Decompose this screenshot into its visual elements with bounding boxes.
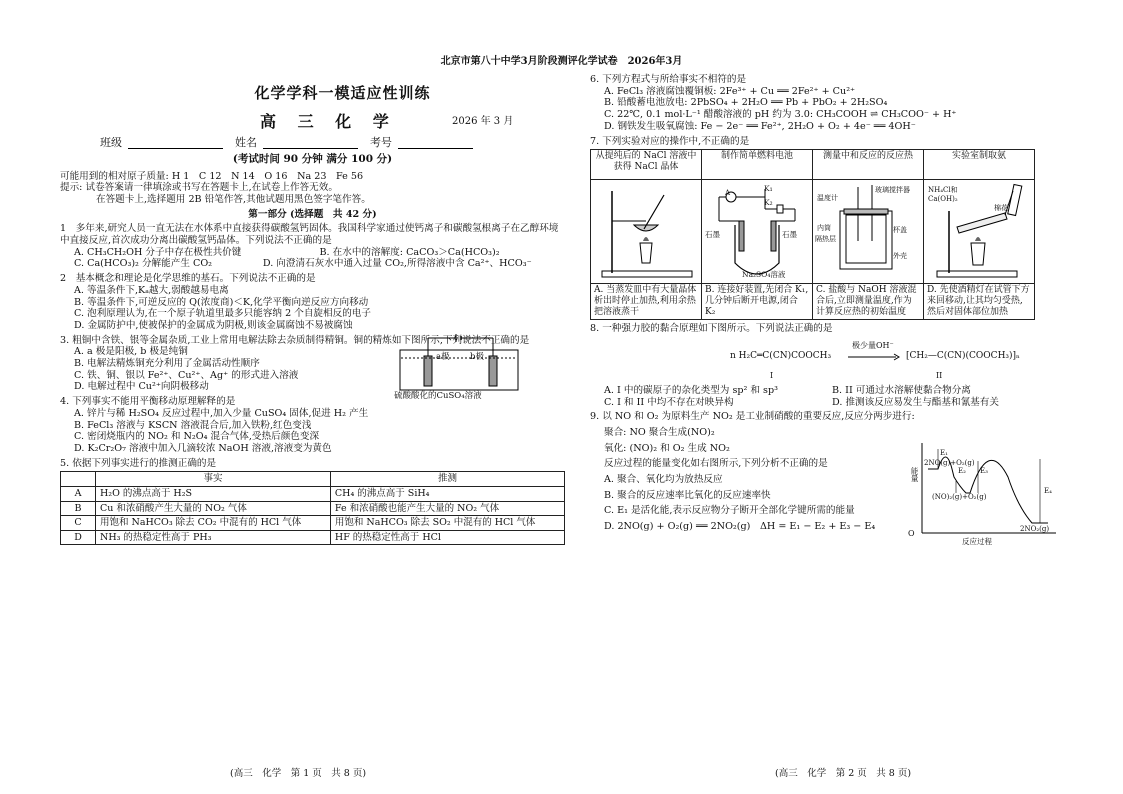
exam-date: 2026 年 3 月 [452, 116, 514, 128]
q5-cell: Fe 和浓硝酸也能产生大量的 NO₂ 气体 [330, 501, 564, 516]
q7-option-c: C. 盐酸与 NaOH 溶液混合后,立即测量温度,作为计算反应热的初始温度 [813, 284, 924, 320]
q9-option-a: A. 聚合、氧化均为放热反应 [604, 474, 723, 486]
q8-option-b: B. II 可通过水溶解使黏合物分离 [832, 384, 971, 396]
q5-cell: HF 的热稳定性高于 HCl [330, 530, 564, 545]
q6-option-b: B. 铅酸蓄电池放电: 2PbSO₄ + 2H₂O ══ Pb + PbO₂ + 2H₂SO₄ [604, 97, 888, 109]
q8-option-d: D. 推测该反应易发生与酯基和氰基有关 [832, 396, 999, 408]
origin-label: O [908, 528, 915, 538]
stirrer-label: 玻璃搅拌器 [875, 186, 910, 195]
q5-stem: 5. 依据下列事实进行的推测正确的是 [60, 457, 217, 469]
q6-option-a: A. FeCl₃ 溶液腐蚀覆铜板: 2Fe³⁺ + Cu ══ 2Fe²⁺ + Cu²⁺ [604, 85, 856, 97]
graphite-left-label: 石墨 [705, 230, 720, 240]
monomer: n H₂C═C(CN)COOCH₃ [730, 350, 832, 361]
page-header: 北京市第八十中学3月阶段测评化学试卷 2026年3月 [440, 56, 683, 67]
q2-stem: 2 基本概念和理论是化学思维的基石。下列说法不正确的是 [60, 273, 316, 285]
q4-option-d: D. K₂Cr₂O₇ 溶液中加入几滴较浓 NaOH 溶液,溶液变为黄色 [74, 442, 332, 454]
q7-option-b: B. 连接好装置,先闭合 K₁,几分钟后断开电源,闭合 K₂ [702, 284, 813, 320]
cotton-label: 棉花 [994, 204, 1008, 213]
q7-fig-ammonia [924, 180, 1035, 284]
q4-stem: 4. 下列事实不能用平衡移动原理解释的是 [60, 396, 236, 408]
q6-option-d: D. 钢铁发生吸氧腐蚀: Fe − 2e⁻ ══ Fe²⁺, 2H₂O + O₂ + 4e⁻ ══ 4OH⁻ [604, 120, 916, 132]
y-axis-label: 能量 [910, 466, 920, 482]
q7-fig-evaporation [591, 180, 702, 284]
left-page [60, 74, 565, 545]
energy-diagram [908, 437, 1060, 549]
thermometer-label: 温度计 [817, 194, 838, 203]
q7-table [590, 149, 1035, 320]
q5-cell: Cu 和浓硝酸产生大量的 NO₂ 气体 [96, 501, 331, 516]
q8-option-a: A. I 中的碳原子的杂化类型为 sp² 和 sp³ [604, 384, 778, 396]
name-field[interactable] [263, 136, 358, 149]
reagent-label: NH₄Cl和Ca(OH)₂ [928, 186, 958, 203]
q5-table [60, 471, 565, 545]
q5-cell: D [61, 530, 96, 545]
ammeter-label: A [725, 189, 731, 198]
left-footer: (高三 化学 第 1 页 共 8 页) [230, 768, 367, 779]
q5-header-cell: 推测 [330, 472, 564, 487]
q5-cell: H₂O 的沸点高于 H₂S [96, 486, 331, 501]
q5-cell: B [61, 501, 96, 516]
q7-fig-fuel-cell [702, 180, 813, 284]
class-field[interactable] [128, 136, 223, 149]
right-page [590, 74, 1060, 546]
q6-stem: 6. 下列方程式与所给事实不相符的是 [590, 74, 747, 85]
atomic-masses: 可能用到的相对原子质量: H 1 C 12 N 14 O 16 Na 23 Fe 56 [60, 170, 364, 182]
q9-step-1: 聚合: NO 聚合生成(NO)₂ [604, 426, 715, 438]
switch-k2-label: K₂ [764, 198, 773, 208]
q7-option-d: D. 先使酒精灯在试管下方来回移动,让其均匀受热,然后对固体部位加热 [924, 284, 1035, 320]
q5-cell: 用饱和 NaHCO₃ 除去 CO₂ 中混有的 HCl 气体 [96, 516, 331, 531]
q4-option-a: A. 锌片与稀 H₂SO₄ 反应过程中,加入少量 CuSO₄ 固体,促进 H₂ 产生 [74, 407, 369, 419]
table-row [61, 501, 565, 516]
q7-header-a: 从提纯后的 NaCl 溶液中获得 NaCl 晶体 [591, 150, 702, 180]
cathode-label: b极 [470, 352, 484, 363]
q9-step-2: 氧化: (NO)₂ 和 O₂ 生成 NO₂ [604, 442, 730, 454]
q1-option-a: A. CH₃CH₂OH 分子中存在极性共价键 [74, 246, 242, 258]
e2-label: E₂ [958, 466, 966, 475]
insulation-label: 隔热层 [815, 235, 836, 244]
q7-header-d: 实验室制取氨 [924, 150, 1035, 180]
exam-title: 化学学科一模适应性训练 [254, 84, 431, 102]
q5-cell: NH₃ 的热稳定性高于 PH₃ [96, 530, 331, 545]
q4-option-c: C. 密闭烧瓶内的 NO₂ 和 N₂O₄ 混合气体,受热后颜色变深 [74, 431, 320, 443]
table-row [61, 516, 565, 531]
level-products: 2NO₂(g) [1020, 524, 1050, 533]
level-intermediate: (NO)₂(g)+O₂(g) [932, 492, 987, 501]
q8-option-c: C. I 和 II 中均不存在对映异构 [604, 396, 734, 408]
q8-stem: 8. 一种强力胶的黏合原理如下图所示。下列说法正确的是 [590, 323, 833, 335]
q1-stem: 1 多年来,研究人员一直无法在水体系中直接获得碳酸氢钙固体。我国科学家通过使钙离子和碳酸氢根离子在乙醇环境中直接反应,首次成功分离出碳酸氢钙晶体。下列说法不正确的是 [60, 223, 559, 247]
table-row [61, 530, 565, 545]
right-footer: (高三 化学 第 2 页 共 8 页) [775, 768, 912, 779]
q6-option-c: C. 22℃, 0.1 mol·L⁻¹ 醋酸溶液的 pH 约为 3.0: CH₃COOH ⇌ CH₃COO⁻ + H⁺ [604, 109, 957, 121]
anode-label: a极 [436, 352, 450, 363]
q1-option-b: B. 在水中的溶解度: CaCO₃＞Ca(HCO₃)₂ [319, 246, 500, 258]
label-ii: II [936, 370, 943, 380]
tip-2: 在答题卡上,选择题用 2B 铅笔作答,其他试题用黑色签字笔作答。 [96, 193, 371, 205]
outer-shell-label: 外壳 [893, 252, 907, 261]
q3-stem: 3. 粗铜中含铁、银等金属杂质,工业上常用电解法除去杂质制得精铜。铜的精炼如下图所示,下列说法不正确的是 [60, 334, 530, 346]
electrolysis-figure [388, 334, 538, 402]
q7-fig-calorimeter [813, 180, 924, 284]
q2-option-a: A. 等温条件下,Kₐ越大,弱酸越易电离 [74, 284, 229, 296]
q9-option-d: D. 2NO(g) + O₂(g) ══ 2NO₂(g) ΔH = E₁ − E₂ + E₃ − E₄ [604, 521, 876, 533]
q9-option-c: C. E₁ 是活化能,表示反应物分子断开全部化学键所需的能量 [604, 505, 855, 517]
level-reactants: 2NO(g)+O₂(g) [924, 458, 975, 467]
q2-option-b: B. 等温条件下,可逆反应的 Q(浓度商)＜K,化学平衡向逆反应方向移动 [74, 296, 369, 308]
solution-label: 硫酸酸化的CuSO₄溶液 [394, 391, 482, 402]
student-info [100, 136, 565, 149]
id-field[interactable] [398, 136, 473, 149]
lid-label: 杯盖 [893, 226, 907, 235]
label-i: I [770, 370, 774, 380]
q7-option-a: A. 当蒸发皿中有大量晶体析出时停止加热,利用余热把溶液蒸干 [591, 284, 702, 320]
graphite-right-label: 石墨 [782, 230, 797, 240]
q5-header-cell [61, 472, 96, 487]
q9-option-b: B. 聚合的反应速率比氧化的反应速率快 [604, 489, 771, 501]
q2-option-c: C. 泡利原理认为,在一个原子轨道里最多只能容纳 2 个自旋相反的电子 [74, 308, 371, 320]
q7-header-b: 制作简单燃料电池 [702, 150, 813, 180]
q3-option-d: D. 电解过程中 Cu²⁺向阴极移动 [74, 381, 209, 393]
q5-cell: CH₄ 的沸点高于 SiH₄ [330, 486, 564, 501]
class-label: 班级 [100, 136, 122, 150]
e3-label: E₃ [980, 466, 988, 475]
polymer: [CH₂—C(CN)(COOCH₃)]ₙ [906, 350, 1020, 361]
catalyst-label: 极少量OH⁻ [852, 340, 894, 350]
x-axis-label: 反应过程 [962, 536, 992, 546]
id-label: 考号 [370, 136, 392, 150]
q2-option-d: D. 金属防护中,使被保护的金属成为阴极,则该金属腐蚀不易被腐蚀 [74, 319, 353, 331]
table-row [61, 486, 565, 501]
e4-label: E₄ [1044, 486, 1052, 495]
name-label: 姓名 [235, 136, 257, 150]
exam-info: (考试时间 90 分钟 满分 100 分) [232, 152, 393, 165]
q8-equation [590, 335, 1060, 385]
q3-option-c: C. 铁、铜、银以 Fe²⁺、Cu²⁺、Ag⁺ 的形式进入溶液 [74, 369, 299, 381]
exam-subtitle: 高 三 化 学 [260, 112, 397, 132]
q3-option-b: B. 电解法精炼铜充分利用了金属活动性顺序 [74, 358, 260, 370]
electrolyte-label: Na₂SO₄溶液 [742, 270, 786, 280]
inner-cup-label: 内筒 [817, 224, 831, 233]
q9-step-3: 反应过程的能量变化如右图所示,下列分析不正确的是 [604, 458, 828, 470]
q3-option-a: A. a 极是阳极, b 极是纯铜 [74, 346, 188, 358]
q5-cell: 用饱和 NaHCO₃ 除去 SO₂ 中混有的 HCl 气体 [330, 516, 564, 531]
switch-k1-label: K₁ [764, 184, 773, 194]
tip-1: 提示: 试卷答案请一律填涂或书写在答题卡上,在试卷上作答无效。 [60, 182, 338, 194]
q5-cell: A [61, 486, 96, 501]
q5-cell: C [61, 516, 96, 531]
part1-heading: 第一部分 (选择题 共 42 分) [248, 208, 377, 220]
q1-option-d: D. 向澄清石灰水中通入过量 CO₂,所得溶液中含 Ca²⁺、HCO₃⁻ [262, 258, 532, 270]
q5-header-cell: 事实 [96, 472, 331, 487]
q7-header-c: 测量中和反应的反应热 [813, 150, 924, 180]
q1-option-c: C. Ca(HCO₃)₂ 分解能产生 CO₂ [74, 258, 213, 270]
q7-stem: 7. 下列实验对应的操作中,不正确的是 [590, 135, 750, 147]
e1-label: E₁ [940, 448, 948, 457]
q4-option-b: B. FeCl₃ 溶液与 KSCN 溶液混合后,加入铁粉,红色变浅 [74, 419, 312, 431]
q9-stem: 9. 以 NO 和 O₂ 为原料生产 NO₂ 是工业制硝酸的重要反应,反应分两步进行: [590, 411, 915, 423]
